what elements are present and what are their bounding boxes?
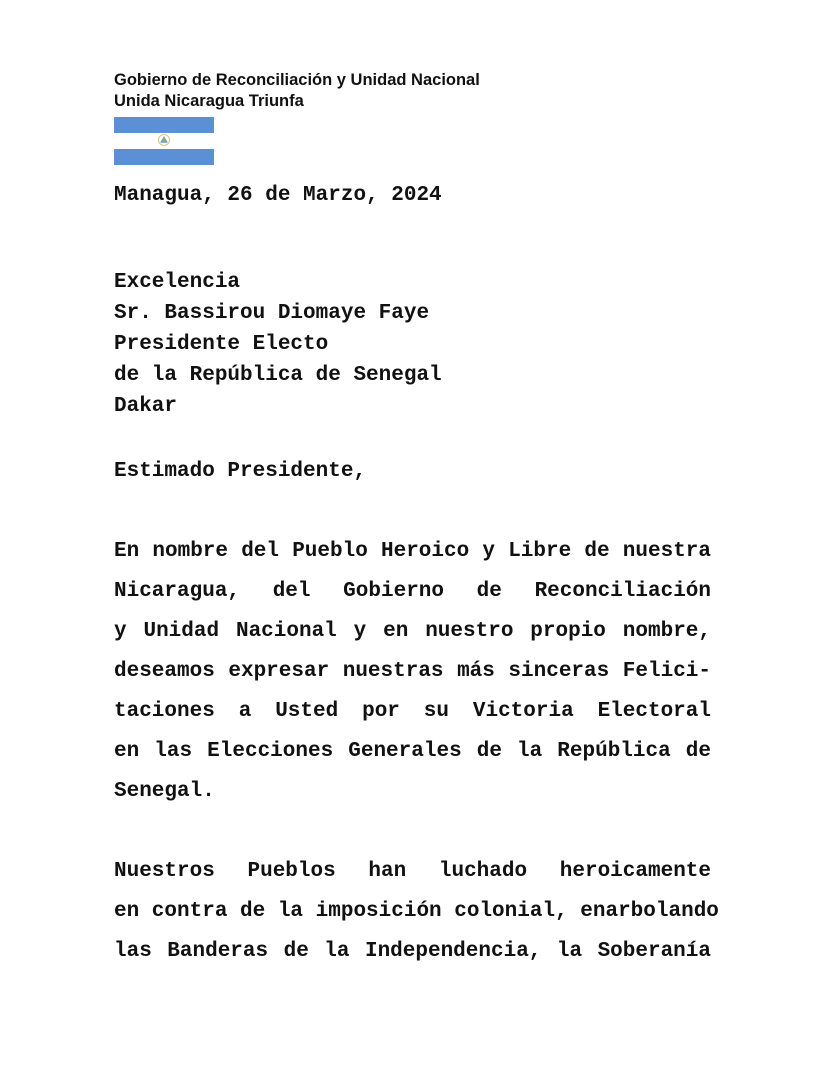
recipient-name: Sr. Bassirou Diomaye Faye [114,302,430,325]
letterhead [114,70,480,112]
recipient-title: Presidente Electo [114,333,329,356]
paragraph-line: deseamos expresar nuestras más sinceras Felici- [114,660,711,683]
paragraph-line: en contra de la imposición colonial, enarbolando [114,900,719,923]
recipient-honorific: Excelencia [114,271,241,294]
flag-top-band [114,117,214,133]
body-paragraph-1 [114,532,711,812]
letterhead-slogan: Unida Nicaragua Triunfa [114,92,304,110]
paragraph-line: En nombre del Pueblo Heroico y Libre de nuestra [114,540,711,563]
letter-date: Managua, 26 de Marzo, 2024 [114,184,442,207]
paragraph-line: en las Elecciones Generales de la República de [114,740,711,763]
paragraph-line: Senegal. [114,780,215,803]
flag-bottom-band [114,149,214,165]
recipient-block [114,267,442,422]
paragraph-line: Nicaragua, del Gobierno de Reconciliación [114,580,711,603]
recipient-country: de la República de Senegal [114,364,442,387]
paragraph-line: y Unidad Nacional y en nuestro propio nombre, [114,620,711,643]
paragraph-line: taciones a Usted por su Victoria Electoral [114,700,711,723]
nicaragua-flag-icon [114,117,214,165]
paragraph-line: las Banderas de la Independencia, la Soberanía [114,940,711,963]
coat-of-arms-icon [157,133,171,147]
salutation: Estimado Presidente, [114,460,367,483]
paragraph-line: Nuestros Pueblos han luchado heroicamente [114,860,711,883]
recipient-city: Dakar [114,395,178,418]
body-paragraph-2 [114,852,719,972]
letterhead-government-name: Gobierno de Reconciliación y Unidad Nacional [114,71,480,89]
